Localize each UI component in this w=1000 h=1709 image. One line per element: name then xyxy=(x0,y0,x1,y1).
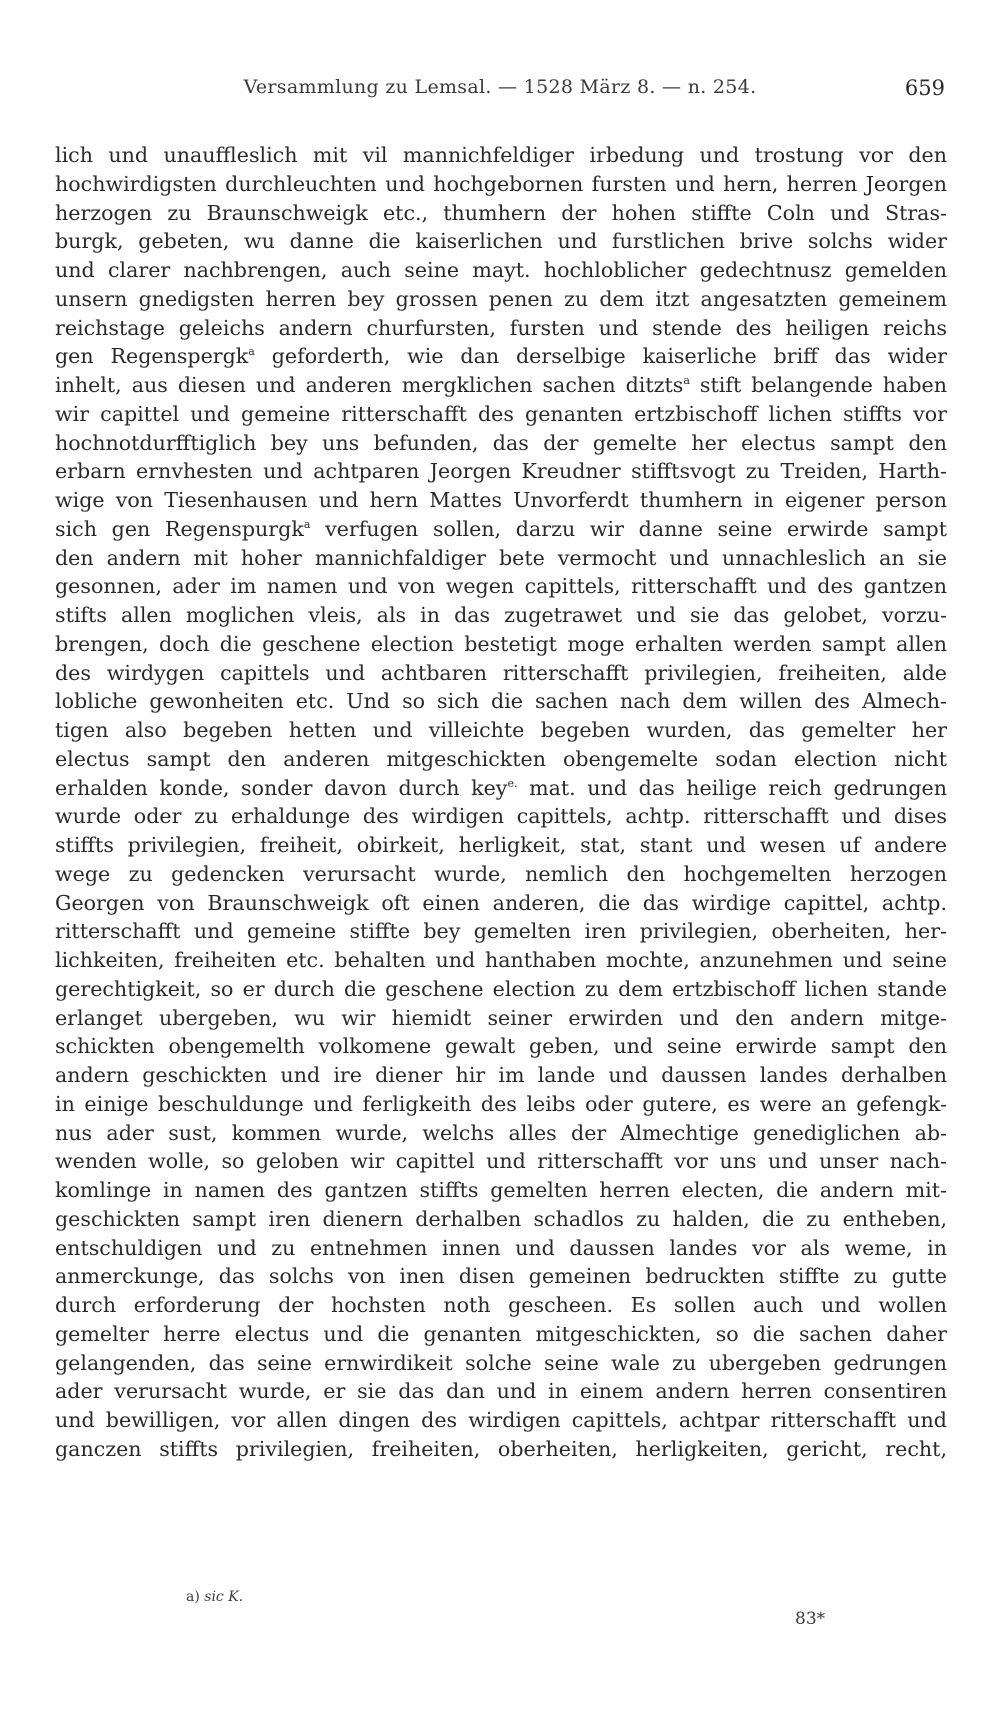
text-line xyxy=(55,1234,947,1263)
text-segment: wir capittel und gemeine ritterschafft des genanten ertzbischoff lichen stiffts vor xyxy=(55,401,947,426)
text-line xyxy=(55,227,947,256)
text-line xyxy=(55,371,947,400)
text-segment: nus ader sust, kommen wurde, welchs alles der Almechtige genediglichen ab- xyxy=(55,1120,947,1145)
text-line xyxy=(55,975,947,1004)
text-line xyxy=(55,1147,947,1176)
text-line xyxy=(55,860,947,889)
text-line xyxy=(55,1119,947,1148)
text-line xyxy=(55,544,947,573)
text-segment: erlanget ubergeben, wu wir hiemidt seiner erwirden und den andern mitge- xyxy=(55,1005,947,1030)
text-line xyxy=(55,256,947,285)
text-segment: anmerckunge, das solchs von inen disen gemeinen bedruckten stiffte zu gutte xyxy=(55,1264,947,1289)
text-line xyxy=(55,170,947,199)
text-segment: und bewilligen, vor allen dingen des wirdigen capittels, achtpar ritterschafft und xyxy=(55,1408,947,1432)
text-segment: geschickten sampt iren dienern derhalben schadlos zu halden, die zu entheben, xyxy=(55,1206,947,1231)
text-line xyxy=(55,687,947,716)
text-segment: komlinge in namen des gantzen stiffts gemelten herren electen, die andern mit- xyxy=(55,1178,947,1202)
text-segment: gelangenden, das seine ernwirdikeit solche seine wale zu ubergeben gedrungen xyxy=(55,1350,947,1375)
text-segment: stift belangende haben xyxy=(689,373,947,397)
text-segment: burgk, gebeten, wu danne die kaiserlichen und furstlichen brive solchs wider xyxy=(55,229,947,254)
text-line xyxy=(55,630,947,659)
text-segment: inhelt, aus diesen und anderen mergklichen sachen ditzts xyxy=(55,373,684,397)
text-segment: wurde oder zu erhaldunge des wirdigen capittels, achtp. ritterschafft und dises xyxy=(55,804,947,829)
text-line xyxy=(55,802,947,831)
text-segment: ganczen stiffts privilegien, freiheiten, oberheiten, herligkeiten, gericht, recht, xyxy=(55,1436,947,1461)
body-text xyxy=(55,141,947,1464)
text-segment: sich gen Regenspurgk xyxy=(55,516,304,541)
text-segment: erhalden konde, sonder davon durch key xyxy=(55,775,508,800)
text-segment: gesonnen, ader im namen und von wegen capittels, ritterschafft und des gantzen xyxy=(55,574,947,599)
text-line xyxy=(55,1320,947,1349)
text-segment: durch erforderung der hochsten noth gescheen. Es sollen auch und wollen xyxy=(55,1293,947,1317)
text-line xyxy=(55,400,947,429)
text-line xyxy=(55,831,947,860)
text-line xyxy=(55,1205,947,1234)
text-line xyxy=(55,515,947,544)
text-segment: verfugen sollen, darzu wir danne seine erwirde sampt xyxy=(310,516,947,541)
text-segment: schickten obengemelth volkomene gewalt geben, und seine erwirde sampt den xyxy=(55,1034,947,1059)
text-segment: unsern gnedigsten herren bey grossen penen zu dem itzt angesatzten gemeinem xyxy=(55,286,947,311)
text-segment: des wirdygen capittels und achtbaren ritterschafft privilegien, freiheiten, alde xyxy=(55,660,947,685)
running-title: Versammlung zu Lemsal. — 1528 März 8. — n. 254. xyxy=(243,76,757,98)
text-segment: herzogen zu Braunschweigk etc., thumhern der hohen stiffte Coln und Stras- xyxy=(55,200,947,225)
text-line xyxy=(55,199,947,228)
text-line xyxy=(55,774,947,803)
text-segment: wege zu gedencken verursacht wurde, nemlich den hochgemelten herzogen xyxy=(55,861,947,886)
text-segment: ader verursacht wurde, er sie das dan und in einem andern herren consentiren xyxy=(55,1379,947,1404)
text-line xyxy=(55,1090,947,1119)
footnote-note: sic K. xyxy=(204,1589,244,1605)
text-segment: in einige beschuldunge und ferligkeith des leibs oder gutere, es were an gefengk- xyxy=(55,1091,947,1116)
text-line xyxy=(55,1262,947,1291)
footnote-reference: a xyxy=(303,517,311,531)
text-segment: Georgen von Braunschweigk oft einen anderen, die das wirdige capittel, achtp. xyxy=(55,890,947,915)
text-segment: stifts allen moglichen vleis, als in das zugetrawet und sie das gelobet, vorzu- xyxy=(55,603,947,627)
text-segment: hochwirdigsten durchleuchten und hochgebornen fursten und hern, herren Jeorgen xyxy=(55,171,947,196)
text-line xyxy=(55,659,947,688)
text-segment: und clarer nachbrengen, auch seine mayt. hochloblicher gedechtnusz gemelden xyxy=(55,258,947,282)
text-segment: gemelter herre electus und die genanten mitgeschickten, so die sachen daher xyxy=(55,1321,947,1346)
text-line xyxy=(55,141,947,170)
text-line xyxy=(55,314,947,343)
text-segment: lich und unauffleslich mit vil mannichfeldiger irbedung und trostung vor den xyxy=(55,143,947,167)
text-segment: ritterschafft und gemeine stiffte bey gemelten iren privilegien, oberheiten, her- xyxy=(55,919,947,944)
text-segment: mat. und das heilige reich gedrungen xyxy=(517,775,947,800)
text-line xyxy=(55,1176,947,1205)
footnote xyxy=(186,1589,243,1605)
text-line xyxy=(55,1061,947,1090)
text-segment: gerechtigkeit, so er durch die geschene election zu dem ertzbischoff lichen stande xyxy=(55,976,947,1001)
text-segment: lichkeiten, freiheiten etc. behalten und hanthaben mochte, anzunehmen und seine xyxy=(55,948,947,972)
text-segment: tigen also begeben hetten und villeichte begeben wurden, das gemelter her xyxy=(55,718,947,742)
text-segment: entschuldigen und zu entnehmen innen und daussen landes vor als weme, in xyxy=(55,1235,947,1260)
text-line xyxy=(55,889,947,918)
text-segment: geforderth, wie dan derselbige kaiserliche briff das wider xyxy=(254,344,947,369)
footnote-reference: e. xyxy=(507,776,518,790)
text-segment: reichstage geleichs andern churfursten, fursten und stende des heiligen reichs xyxy=(55,315,947,340)
text-segment: stiffts privilegien, freiheit, obirkeit, herligkeit, stat, stant und wesen uf andere xyxy=(55,833,947,857)
text-segment: hochnotdurfftiglich bey uns befunden, das der gemelte her electus sampt den xyxy=(55,430,947,455)
text-segment: electus sampt den anderen mitgeschickten obengemelte sodan election nicht xyxy=(55,746,947,771)
text-segment: lobliche gewonheiten etc. Und so sich die sachen nach dem willen des Almech- xyxy=(55,689,947,714)
text-line xyxy=(55,745,947,774)
text-segment: erbarn ernvhesten und achtparen Jeorgen Kreudner stifftsvogt zu Treiden, Harth- xyxy=(55,459,947,484)
footnote-marker: a) xyxy=(186,1589,200,1605)
text-line xyxy=(55,1032,947,1061)
text-segment: den andern mit hoher mannichfaldiger bete vermocht und unnachleslich an sie xyxy=(55,545,947,570)
text-line xyxy=(55,1377,947,1406)
text-line xyxy=(55,1291,947,1320)
footnote-reference: a xyxy=(248,345,255,359)
printer-signature: 83* xyxy=(795,1609,826,1629)
text-line xyxy=(55,429,947,458)
text-line xyxy=(55,342,947,371)
text-segment: wenden wolle, so geloben wir capittel und ritterschafft vor uns und unser nach- xyxy=(55,1149,947,1174)
text-line xyxy=(55,917,947,946)
text-segment: wige von Tiesenhausen und hern Mattes Unvorferdt thumhern in eigener person xyxy=(55,488,947,512)
text-line xyxy=(55,716,947,745)
text-line xyxy=(55,285,947,314)
text-segment: brengen, doch die geschene election bestetigt moge erhalten werden sampt allen xyxy=(55,631,947,656)
footnote-reference: a xyxy=(683,374,690,387)
text-line xyxy=(55,1004,947,1033)
text-segment: andern geschickten und ire diener hir im lande und daussen landes derhalben xyxy=(55,1063,947,1087)
text-line xyxy=(55,946,947,975)
text-line xyxy=(55,572,947,601)
running-head xyxy=(55,76,945,106)
page-number: 659 xyxy=(904,76,945,100)
text-line xyxy=(55,457,947,486)
text-segment: gen Regenspergk xyxy=(55,344,249,369)
text-line xyxy=(55,1349,947,1378)
text-line xyxy=(55,1406,947,1435)
text-line xyxy=(55,486,947,515)
text-line xyxy=(55,1435,947,1464)
text-line xyxy=(55,601,947,630)
